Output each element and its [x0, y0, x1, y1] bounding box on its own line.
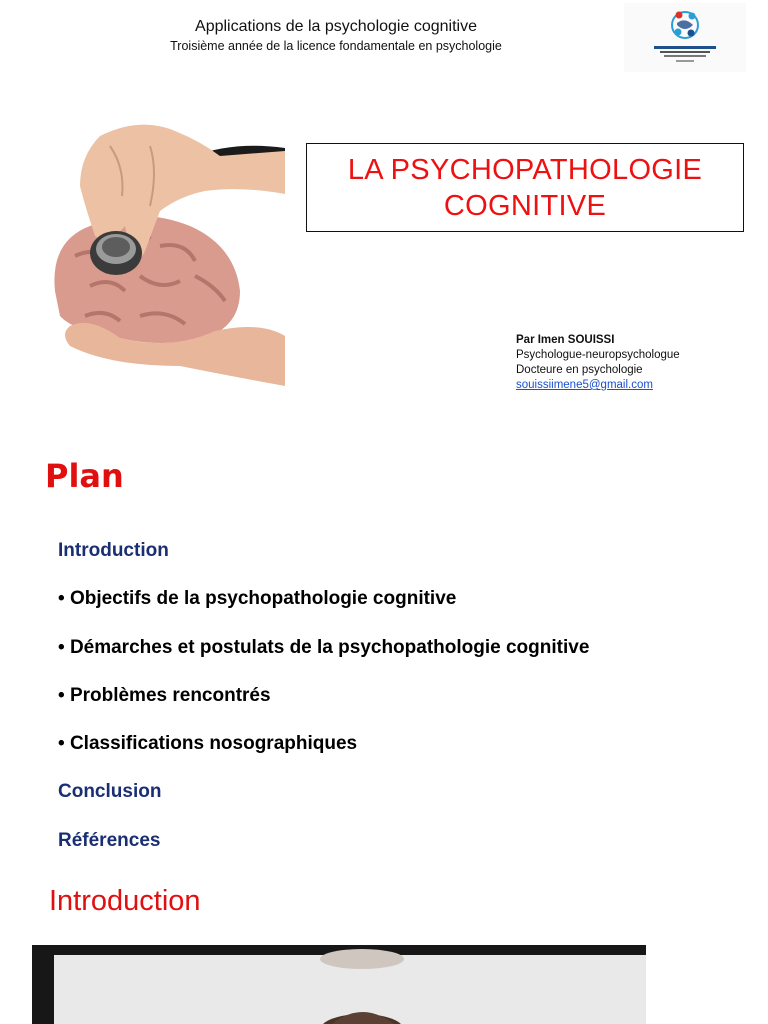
plan-item-conclusion: Conclusion: [58, 781, 162, 803]
title-line-2: COGNITIVE: [443, 189, 607, 222]
title-box: [306, 143, 744, 232]
document-header-title: Applications de la psychologie cognitive: [195, 18, 477, 35]
title-line-1: LA PSYCHOPATHOLOGIE: [347, 153, 703, 186]
author-role-2: Docteure en psychologie: [516, 364, 643, 376]
plan-item-classifications: • Classifications nosographiques: [58, 733, 358, 755]
plan-item-demarches: • Démarches et postulats de la psychopathologie cognitive: [58, 636, 590, 658]
author-email-link[interactable]: souissiimene5@gmail.com: [516, 379, 653, 391]
author-role-1: Psychologue-neuropsychologue: [516, 349, 680, 361]
plan-item-problemes: • Problèmes rencontrés: [58, 684, 271, 706]
author-block: [516, 333, 680, 393]
plan-item-objectifs: • Objectifs de la psychopathologie cognitive: [58, 588, 457, 610]
introduction-heading: Introduction: [49, 885, 201, 917]
plan-list: [58, 540, 698, 878]
plan-item-references: Références: [58, 829, 161, 851]
plan-item-introduction: Introduction: [58, 540, 169, 561]
plan-heading: Plan: [45, 457, 124, 495]
document-header-subtitle: Troisième année de la licence fondamentale en psychologie: [170, 39, 502, 53]
faculty-logo: [624, 3, 746, 72]
author-name: Par Imen SOUISSI: [516, 334, 615, 346]
introduction-photo: [32, 945, 646, 1024]
brain-stethoscope-image: [0, 76, 285, 433]
document-title: [348, 152, 702, 224]
